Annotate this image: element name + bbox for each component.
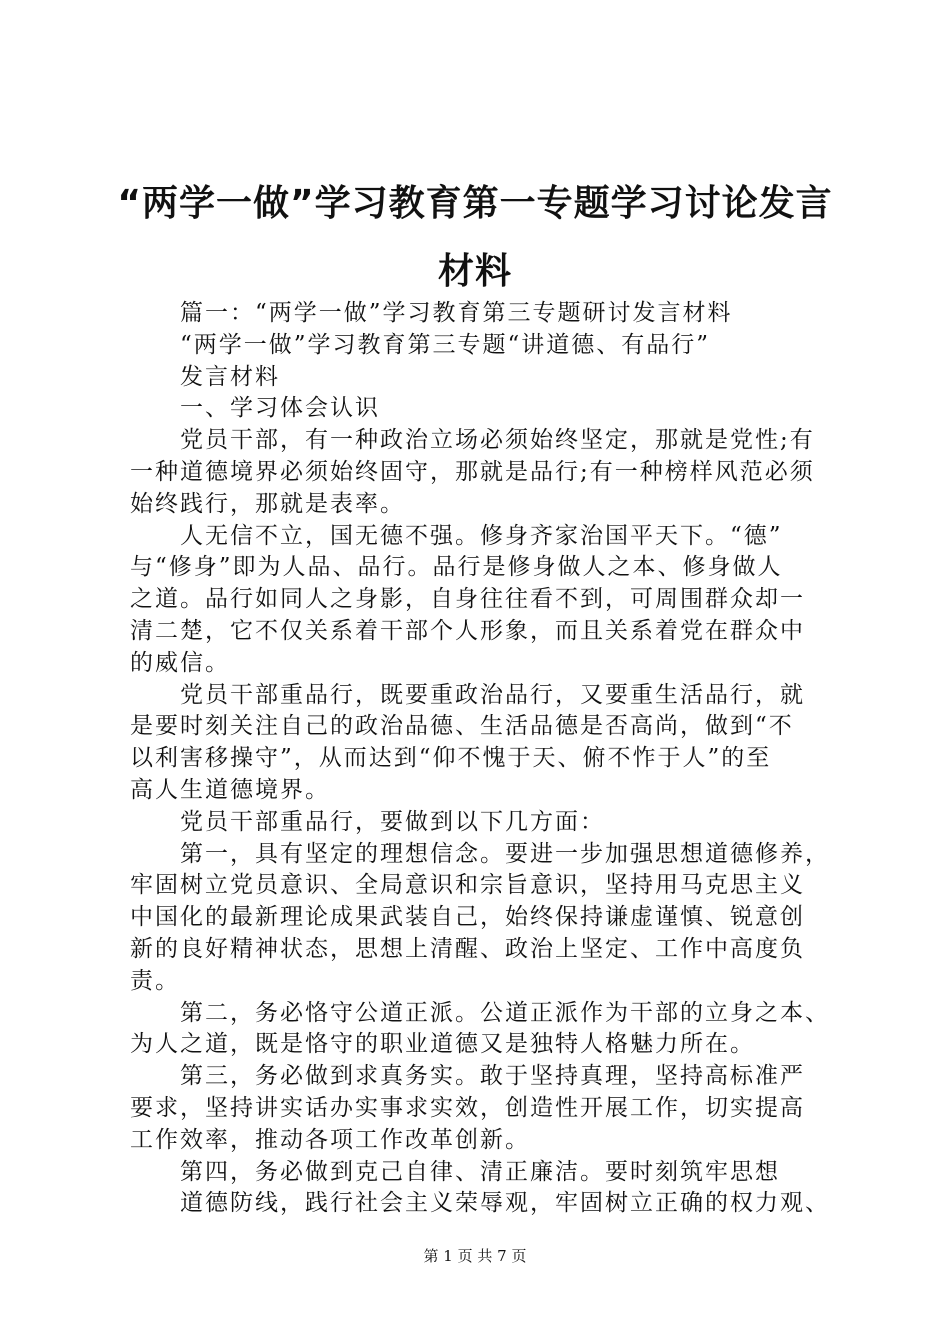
- paragraph-line: 中国化的最新理论成果武装自己，始终保持谦虚谨慎、锐意创: [130, 904, 805, 931]
- document-title-line-1: “两学一做”学习教育第一专题学习讨论发言: [117, 183, 833, 224]
- paragraph-line: 要求，坚持讲实话办实事求实效，创造性开展工作，切实提高: [130, 1094, 805, 1121]
- paragraph-line: 牢固树立党员意识、全局意识和宗旨意识，坚持用马克思主义: [130, 872, 805, 899]
- paragraph-line: 第三，务必做到求真务实。敢于坚持真理，坚持高标准严: [180, 1063, 805, 1090]
- document-body: [130, 298, 830, 1220]
- paragraph-line: 党员干部重品行，要做到以下几方面：: [180, 808, 605, 835]
- paragraph-line: 第二，务必恪守公道正派。公道正派作为干部的立身之本、: [180, 999, 830, 1026]
- paragraph-line: 的威信。: [130, 649, 230, 676]
- paragraph-line: 高人生道德境界。: [130, 776, 330, 803]
- document-title-line-2: 材料: [437, 251, 512, 292]
- paragraph-line: 为人之道，既是恪守的职业道德又是独特人格魅力所在。: [130, 1031, 755, 1058]
- paragraph-line: 人无信不立，国无德不强。修身齐家治国平天下。“德”: [180, 522, 783, 549]
- paragraph-line: 是要时刻关注自己的政治品德、生活品德是否高尚，做到“不: [130, 713, 794, 740]
- paragraph-line: 责。: [130, 967, 180, 994]
- paragraph-line: 清二楚，它不仅关系着干部个人形象，而且关系着党在群众中: [130, 617, 805, 644]
- paragraph-line: 与“修身”即为人品、品行。品行是修身做人之本、修身做人: [130, 554, 783, 581]
- page-footer: 第 1 页 共 7 页: [423, 1247, 527, 1265]
- paragraph-line: 之道。品行如同人之身影，自身往往看不到，可周围群众却一: [130, 586, 805, 613]
- section-heading: 一、学习体会认识: [180, 395, 380, 422]
- paragraph-line: 新的良好精神状态，思想上清醒、政治上坚定、工作中高度负: [130, 935, 805, 962]
- paragraph-line: 第四，务必做到克己自律、清正廉洁。要时刻筑牢思想: [180, 1158, 780, 1185]
- paragraph-line: 篇一：“两学一做”学习教育第三专题研讨发言材料: [180, 300, 733, 326]
- paragraph-line: 始终践行，那就是表率。: [130, 490, 405, 517]
- paragraph-line: 党员干部，有一种政治立场必须始终坚定，那就是党性;有: [180, 427, 815, 454]
- paragraph-line: 道德防线，践行社会主义荣辱观，牢固树立正确的权力观、: [180, 1190, 830, 1217]
- paragraph-line: 一种道德境界必须始终固守，那就是品行;有一种榜样风范必须: [130, 458, 815, 485]
- paragraph-line: “两学一做”学习教育第三专题“讲道德、有品行”: [180, 331, 711, 358]
- paragraph-line: 发言材料: [180, 363, 280, 390]
- paragraph-line: 以利害移操守”，从而达到“仰不愧于天、俯不怍于人”的至: [130, 745, 772, 772]
- paragraph-line: 第一，具有坚定的理想信念。要进一步加强思想道德修养，: [180, 840, 830, 867]
- paragraph-line: 党员干部重品行，既要重政治品行，又要重生活品行，就: [180, 681, 805, 708]
- paragraph-line: 工作效率，推动各项工作改革创新。: [130, 1126, 530, 1153]
